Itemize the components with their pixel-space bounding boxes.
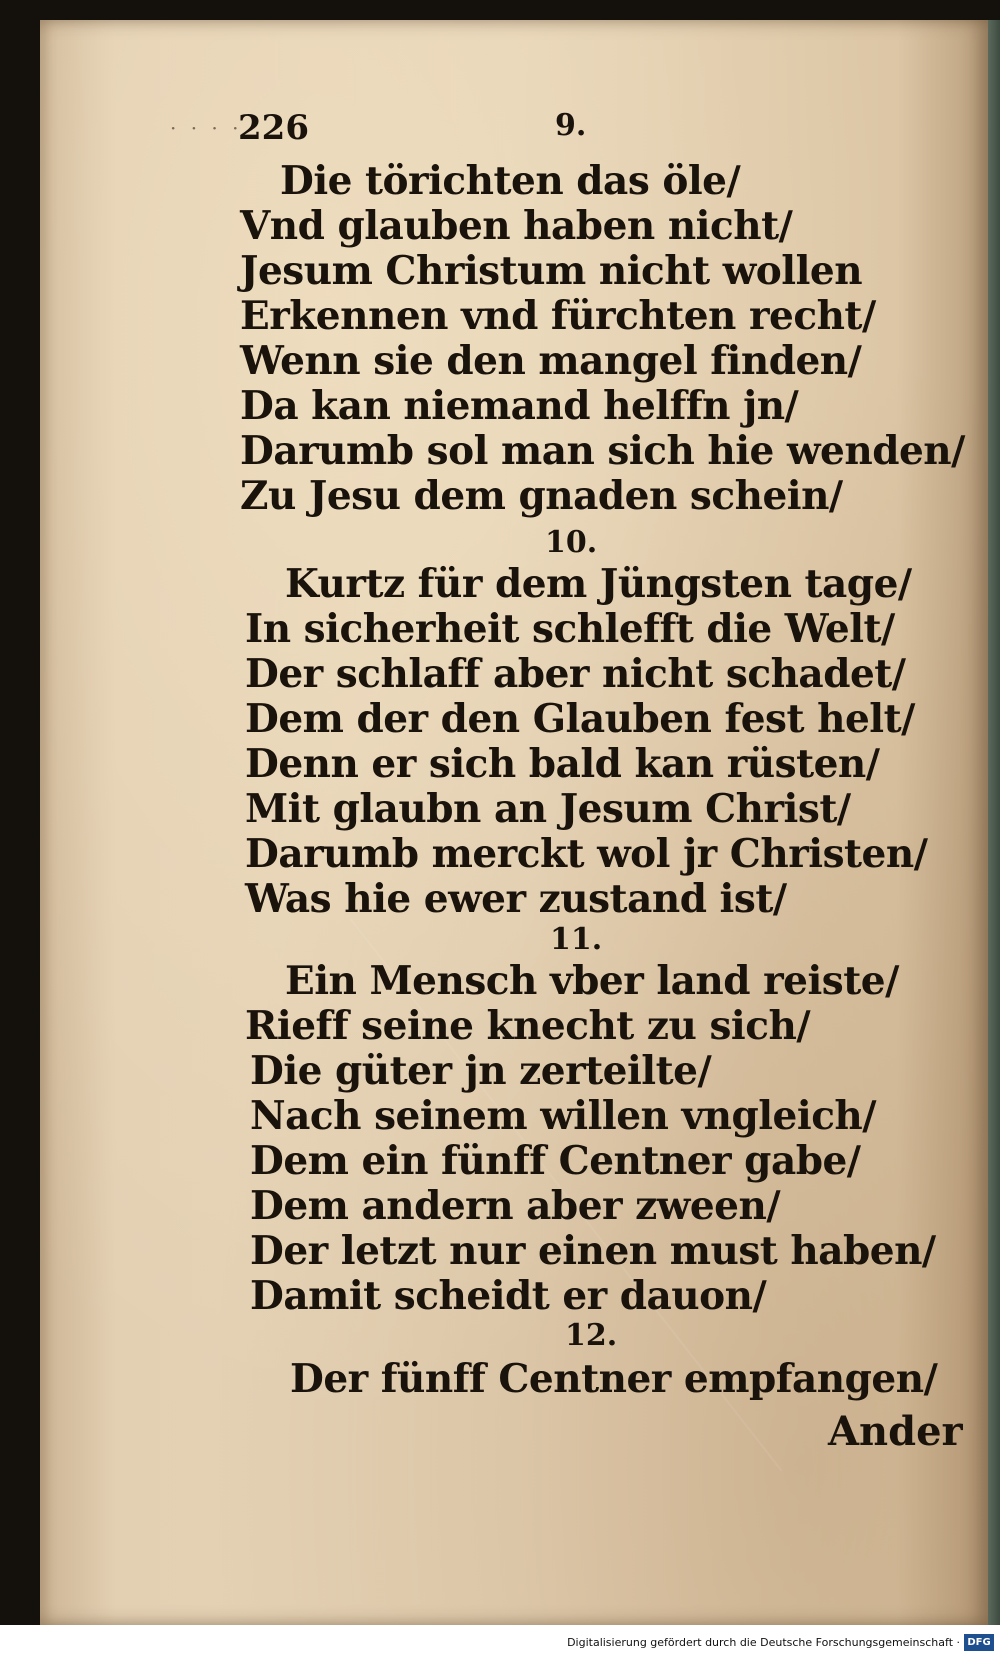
verse-line: Da kan niemand helffn jn/ — [240, 383, 799, 429]
verse-line: Nach seinem willen vngleich/ — [250, 1093, 877, 1139]
verse-line: Darumb merckt wol jr Christen/ — [245, 831, 928, 877]
stanza-number: 10. — [545, 525, 598, 560]
verse-line: Denn er sich bald kan rüsten/ — [245, 741, 880, 787]
verse-line: Dem der den Glauben fest helt/ — [245, 696, 915, 742]
verse-line: Dem andern aber zween/ — [250, 1183, 781, 1229]
verse-line: Ein Mensch vber land reiste/ — [285, 958, 899, 1004]
verse-line: Erkennen vnd fürchten recht/ — [240, 293, 876, 339]
verse-line: Vnd glauben haben nicht/ — [240, 203, 793, 249]
verse-line: Kurtz für dem Jüngsten tage/ — [285, 561, 912, 607]
verse-line: Wenn sie den mangel finden/ — [240, 338, 862, 384]
verse-line: Der letzt nur einen must haben/ — [250, 1228, 936, 1274]
verse-line: Damit scheidt er dauon/ — [250, 1273, 767, 1319]
page-number: 226 — [238, 108, 309, 148]
stanza-number: 9. — [555, 108, 587, 143]
stanza-number: 12. — [565, 1318, 618, 1353]
verse-line: Mit glaubn an Jesum Christ/ — [245, 786, 851, 832]
verse-line: Die güter jn zerteilte/ — [250, 1048, 712, 1094]
verse-line: In sicherheit schlefft die Welt/ — [245, 606, 895, 652]
verse-line: Dem ein fünff Centner gabe/ — [250, 1138, 861, 1184]
funding-credit: Digitalisierung gefördert durch die Deutsche Forschungsgemeinschaft · — [567, 1636, 960, 1649]
verse-line: Die törichten das öle/ — [280, 158, 741, 204]
verse-line: Darumb sol man sich hie wenden/ — [240, 428, 965, 474]
footer-bar — [0, 1625, 1000, 1661]
page-text — [40, 20, 992, 1625]
catchword: Ander — [828, 1408, 963, 1455]
dfg-logo-icon: DFG — [964, 1634, 994, 1651]
verse-line: Rieff seine knecht zu sich/ — [245, 1003, 811, 1049]
book-edge — [988, 20, 1000, 1625]
verse-line: Was hie ewer zustand ist/ — [245, 876, 787, 922]
stanza-number: 11. — [550, 922, 603, 957]
verse-line: Der schlaff aber nicht schadet/ — [245, 651, 906, 697]
verse-line: Jesum Christum nicht wollen — [240, 248, 863, 294]
book-page — [40, 20, 992, 1625]
verse-line: Zu Jesu dem gnaden schein/ — [240, 473, 843, 519]
ornament-dots: · · · · — [170, 116, 243, 140]
verse-line: Der fünff Centner empfangen/ — [290, 1356, 938, 1402]
